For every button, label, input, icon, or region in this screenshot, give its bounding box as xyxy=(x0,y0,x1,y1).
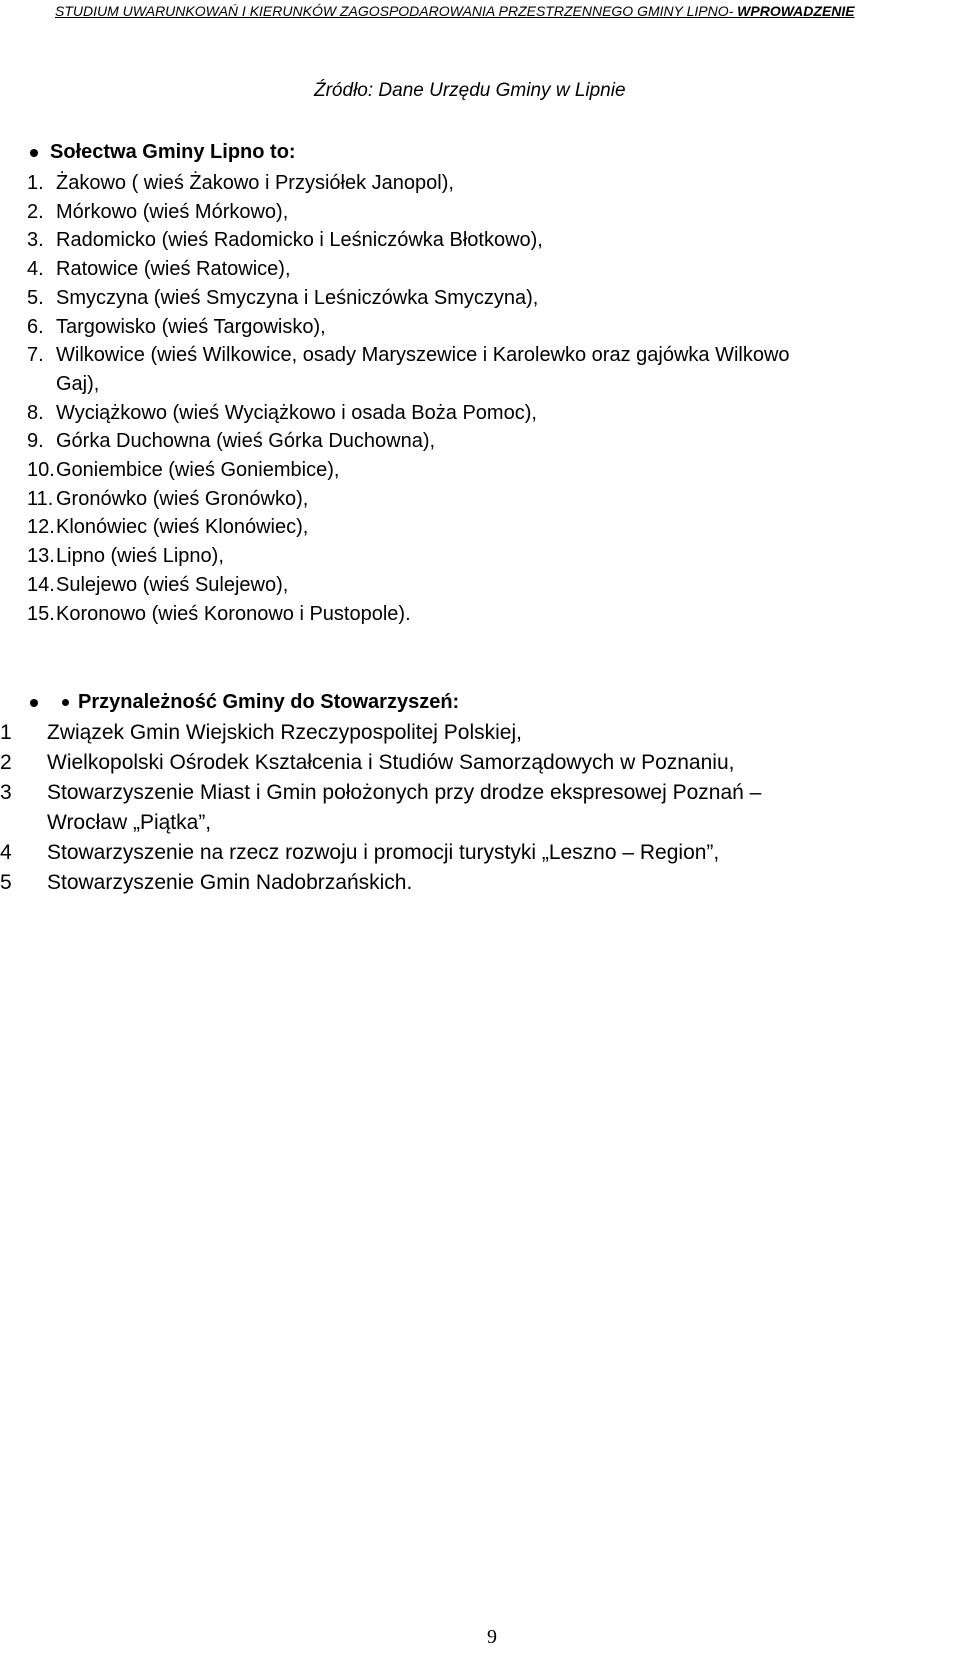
solectwa-heading-line xyxy=(0,138,960,167)
source-note: Źródło: Dane Urzędu Gminy w Lipnie xyxy=(314,80,626,101)
list-item: 5 Stowarzyszenie Gmin Nadobrzańskich. xyxy=(0,871,413,894)
list-item: 6. Targowisko (wieś Targowisko), xyxy=(27,315,326,338)
header-section: WPROWADZENIE xyxy=(737,3,855,19)
list-item: 2 Wielkopolski Ośrodek Kształcenia i Studiów Samorządowych w Poznaniu, xyxy=(0,751,735,774)
list-item: 15.Koronowo (wieś Koronowo i Pustopole). xyxy=(27,602,411,625)
bullet-icon xyxy=(62,699,69,706)
list-item: 8. Wyciążkowo (wieś Wyciążkowo i osada Boża Pomoc), xyxy=(27,401,537,424)
bullet-icon xyxy=(30,699,38,707)
list-item: 7. Wilkowice (wieś Wilkowice, osady Maryszewice i Karolewko oraz gajówka Wilkowo xyxy=(27,344,790,367)
list-item: 4 Stowarzyszenie na rzecz rozwoju i promocji turystyki „Leszno – Region”, xyxy=(0,841,720,864)
list-item: 3. Radomicko (wieś Radomicko i Leśniczówka Błotkowo), xyxy=(27,229,543,252)
list-item: 4. Ratowice (wieś Ratowice), xyxy=(27,258,291,281)
solectwa-list xyxy=(27,169,790,628)
list-item: 1. Żakowo ( wieś Żakowo i Przysiółek Janopol), xyxy=(27,172,454,194)
page-header xyxy=(55,2,935,20)
header-title: STUDIUM UWARUNKOWAŃ I KIERUNKÓW ZAGOSPODAROWANIA PRZESTRZENNEGO GMINY LIPNO- xyxy=(55,3,738,19)
list-item-continuation: Wrocław „Piątka”, xyxy=(47,811,212,834)
list-item: 11. Gronówko (wieś Gronówko), xyxy=(27,487,309,510)
page-number: 9 xyxy=(487,1626,497,1648)
list-item: 12.Klonówiec (wieś Klonówiec), xyxy=(27,516,309,539)
list-item: 2. Mórkowo (wieś Mórkowo), xyxy=(27,200,289,223)
list-item-continuation: Gaj), xyxy=(56,372,100,395)
list-item: 13.Lipno (wieś Lipno), xyxy=(27,545,224,568)
solectwa-heading: Sołectwa Gminy Lipno to: xyxy=(50,141,296,163)
bullet-icon xyxy=(30,149,38,157)
list-item: 3 Stowarzyszenie Miast i Gmin położonych przy drodze ekspresowej Poznań – xyxy=(0,781,762,804)
stowarzyszenia-heading: Przynależność Gminy do Stowarzyszeń: xyxy=(78,691,460,713)
stowarzyszenia-list xyxy=(0,718,761,898)
list-item: 10.Goniembice (wieś Goniembice), xyxy=(27,459,340,482)
list-item: 5. Smyczyna (wieś Smyczyna i Leśniczówka Smyczyna), xyxy=(27,286,539,309)
list-item: 9. Górka Duchowna (wieś Górka Duchowna), xyxy=(27,430,436,453)
list-item: 14.Sulejewo (wieś Sulejewo), xyxy=(27,573,289,596)
list-item: 1 Związek Gmin Wiejskich Rzeczypospolitej Polskiej, xyxy=(0,721,522,744)
stowarzyszenia-heading-line xyxy=(0,688,960,717)
